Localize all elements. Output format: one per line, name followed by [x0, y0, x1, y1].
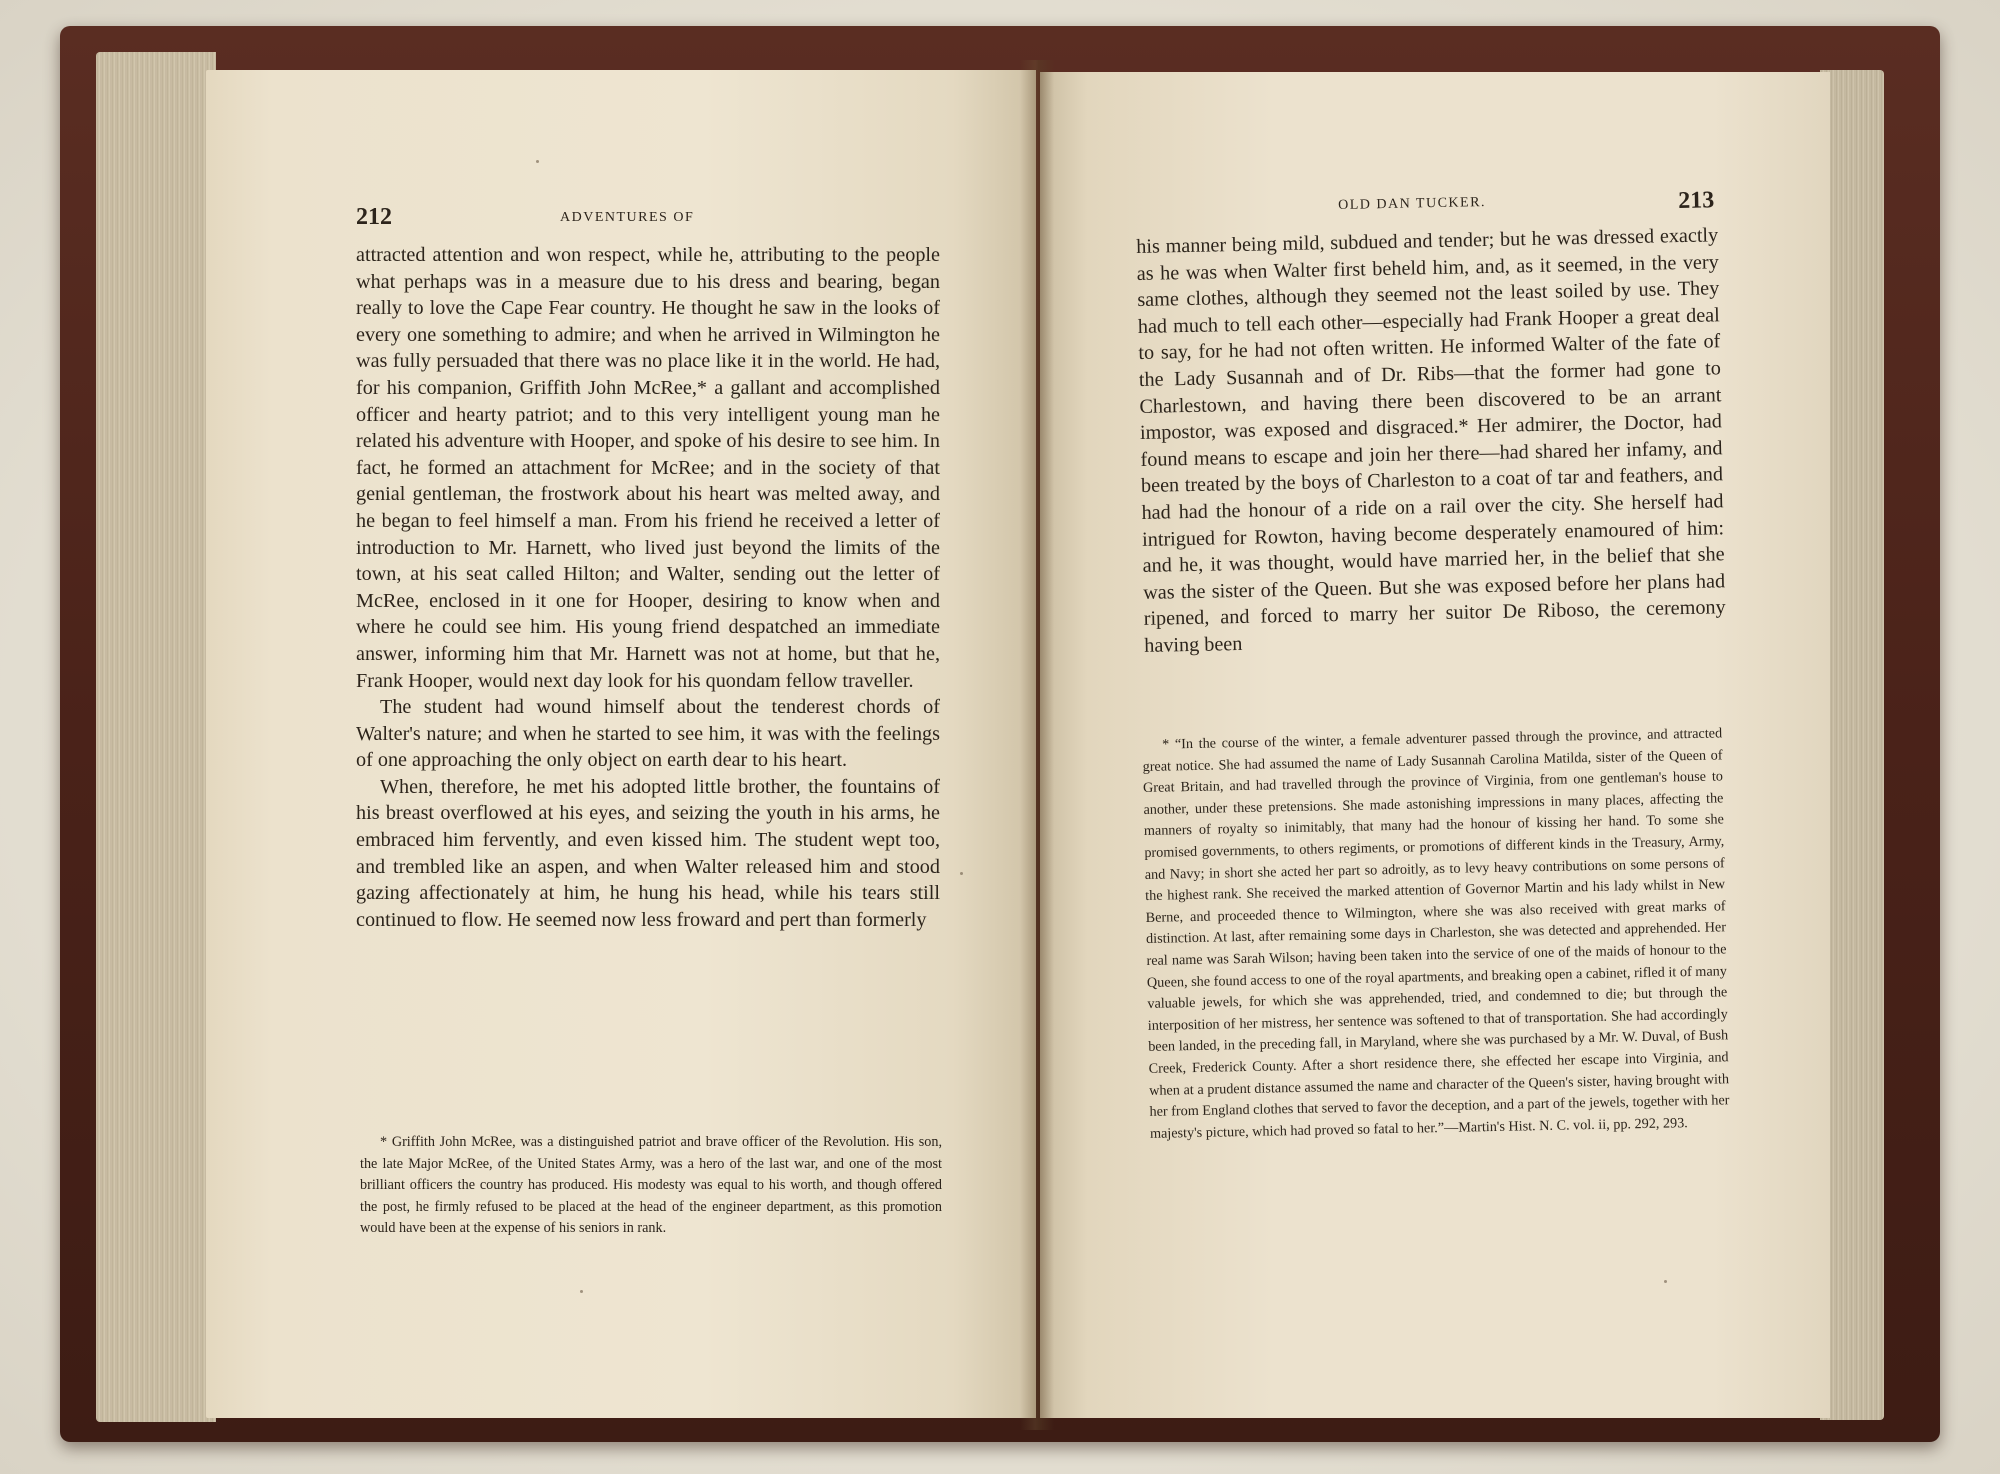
- right-footnote-text: * “In the course of the winter, a female adventurer passed through the province, and attracted great notice. She had assumed the name of Lady Susannah Carolina Matilda, sister of the Queen of Great Britain, and had travelled through the province of Virginia, from one gentleman's house to another, under these pretensions. She made astonishing impressions in many places, affecting the manners of royalty so inimitably, that many had the honour of kissing her hand. To some she promised governments, to others regiments, or promotions of different kinds in the Treasury, Army, and Navy; in short she acted her part so adroitly, as to levy heavy contributions on some persons of the highest rank. She received the marked attention of Governor Martin and his lady whilst in New Berne, and proceeded thence to Wilmington, where she was also received with great marks of distinction. At last, after remaining some days in Charleston, she was detected and apprehended. Her real name was Sarah Wilson; having been taken into the service of one of the maids of honour to the Queen, she found access to one of the royal apartments, and breaking open a cabinet, rifled it of many valuable jewels, for which she was apprehended, tried, and condemned to die; but through the interposition of her mistress, her sentence was softened to that of transportation. She had accordingly been landed, in the preceding fall, in Maryland, where she was purchased by a Mr. W. Duval, of Bush Creek, Frederick County. After a short residence there, she effected her escape into Virginia, and when at a prudent distance assumed the name and character of the Queen's sister, having brought with her from England clothes that served to favor the deception, and a part of the jewels, together with her majesty's picture, which had proved so fatal to her.”—Martin's Hist. N. C. vol. ii, pp. 292, 293.: [1142, 725, 1730, 1142]
- left-footnote-text: * Griffith John McRee, was a distinguished patriot and brave officer of the Revolution. His son, the late Major McRee, of the United States Army, was a hero of the last war, and one of the most brilliant officers the country has produced. His modesty was equal to his worth, and though offered the post, he firmly refused to be placed at the head of the engineer department, as this promotion would have been at the expense of his seniors in rank.: [360, 1134, 942, 1237]
- left-paragraph-1: attracted attention and won respect, while he, attributing to the people what perhaps was in a measure due to his dress and bearing, began really to love the Cape Fear country. He thought he saw in the looks of every one something to admire; and when he arrived in Wilmington he was fully persuaded that there was no place like it in the world. He had, for his companion, Griffith John McRee,* a gallant and accomplished officer and hearty patriot; and to this very intelligent young man he related his adventure with Hooper, and spoke of his desire to see him. In fact, he formed an attachment for McRee; and in the society of that genial gentleman, the frostwork about his heart was melted away, and he began to feel himself a man. From his friend he received a letter of introduction to Mr. Harnett, who lived just beyond the limits of the town, at his seat called Hilton; and Walter, sending out the letter of McRee, enclosed in it one for Hooper, desiring to know when and where he could see him. His young friend despatched an immediate answer, informing him that Mr. Harnett was not at home, but that he, Frank Hooper, would next day look for his quondam fellow traveller.: [356, 244, 940, 692]
- left-paragraph-2: The student had wound himself about the tenderest chords of Walter's nature; and when he started to see him, it was with the feelings of one approaching the only object on earth dear to his heart.: [356, 696, 940, 772]
- left-footnote: [360, 1132, 942, 1240]
- left-body-text: [356, 242, 940, 933]
- right-footnote: [1142, 723, 1730, 1145]
- book-gutter: [1020, 60, 1054, 1430]
- right-paragraph-1: his manner being mild, subdued and tender; but he was dressed exactly as he was when Walter first beheld him, and, as it seemed, in the very same clothes, although they seemed not the least soiled by use. They had much to tell each other—especially had Frank Hooper a great deal to say, for he had not often written. He informed Walter of the fate of the Lady Susannah and of Dr. Ribs—that the former had gone to Charlestown, and having there been discovered to be an arrant impostor, was exposed and disgraced.* Her admirer, the Doctor, had found means to escape and join her there—had shared her infamy, and been treated by the boys of Charleston to a coat of tar and feathers, and had had the honour of a ride on a rail over the city. She herself had intrigued for Rowton, having become desperately enamoured of him: and he, it was thought, would have married her, in the belief that she was the sister of the Queen. But she was exposed before her plans had ripened, and forced to marry her suitor De Riboso, the ceremony having been: [1136, 224, 1726, 657]
- left-page-edges: [96, 52, 216, 1422]
- left-paragraph-3: When, therefore, he met his adopted little brother, the fountains of his breast overflowed at his eyes, and seizing the youth in his arms, he embraced him fervently, and even kissed him. The student wept too, and trembled like an aspen, and when Walter released him and stood gazing affectionately at him, he hung his head, while his tears still continued to flow. He seemed now less froward and pert than formerly: [356, 775, 940, 931]
- right-page-number: 213: [1678, 187, 1715, 214]
- right-body-text: [1136, 222, 1726, 659]
- left-running-header: ADVENTURES OF: [560, 210, 695, 225]
- left-page-number: 212: [356, 204, 392, 230]
- right-running-header: OLD DAN TUCKER.: [1338, 195, 1487, 213]
